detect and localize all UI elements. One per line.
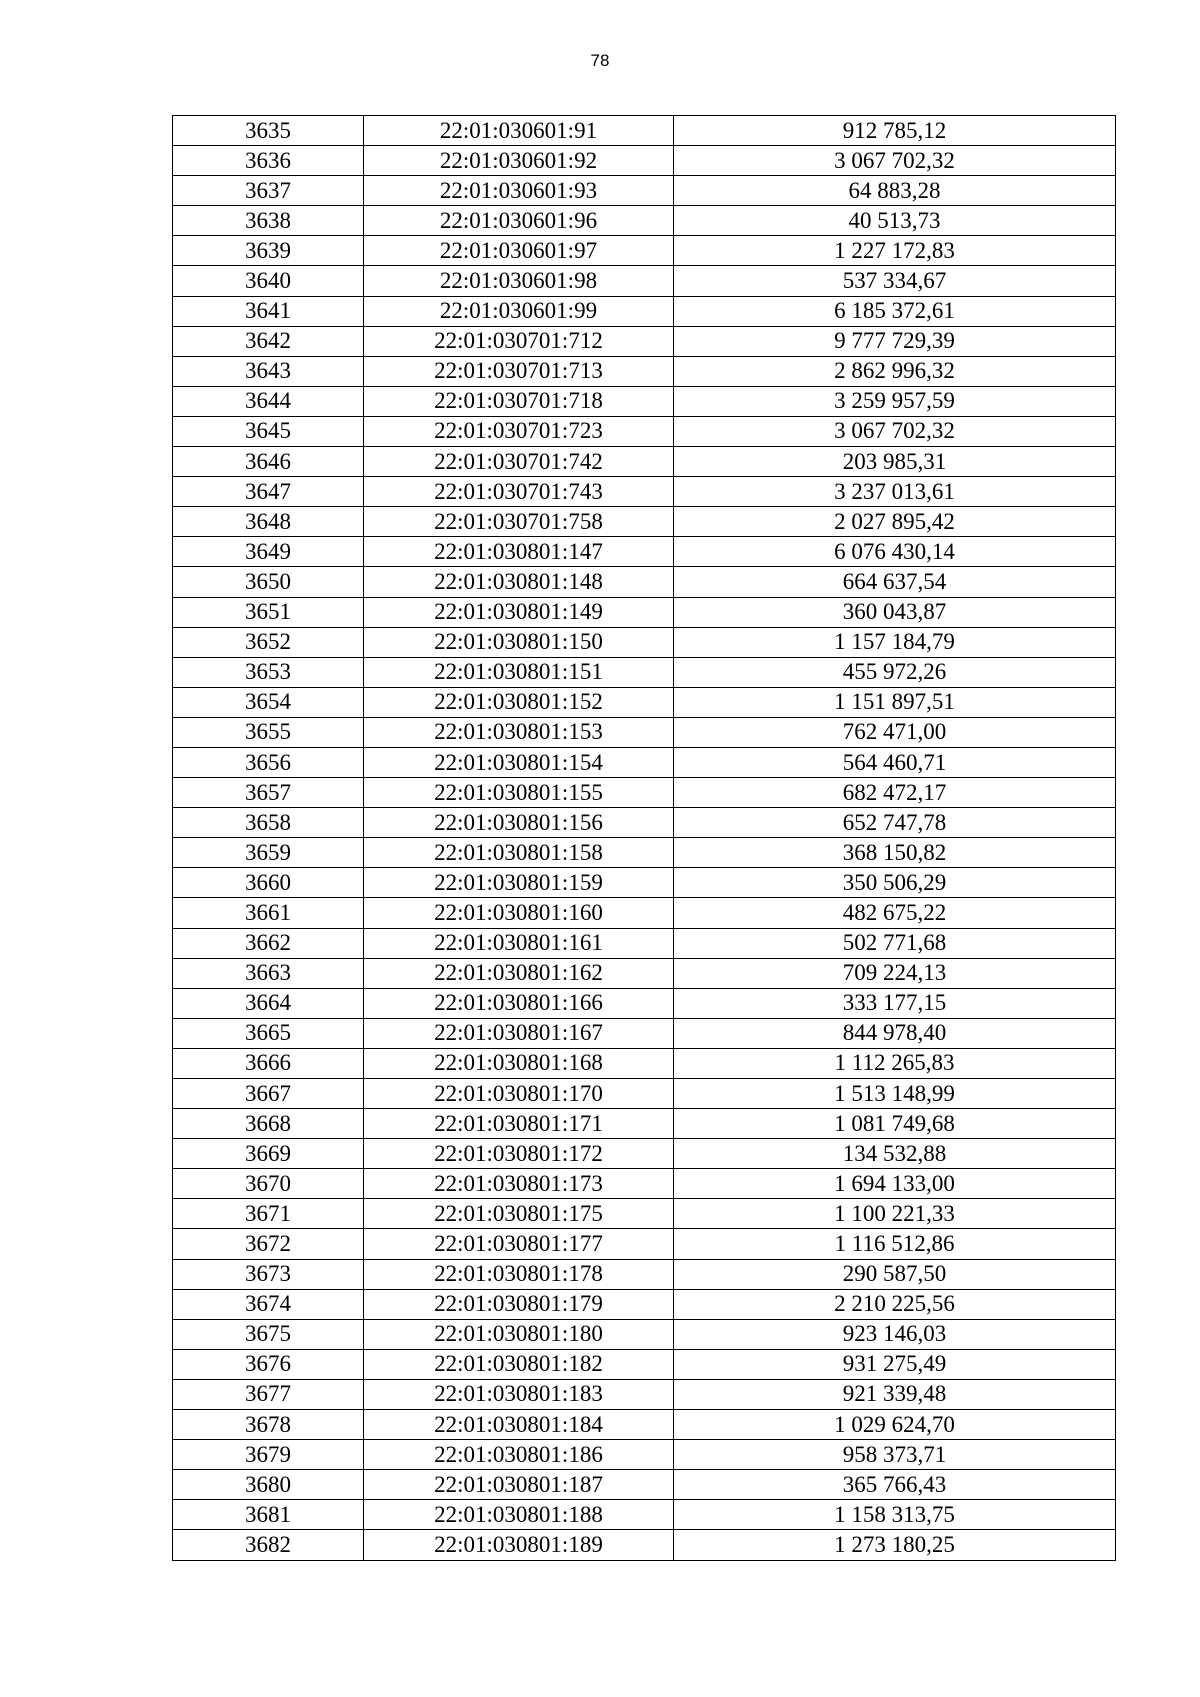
cadastral-value-cell: 1 151 897,51 xyxy=(674,687,1116,717)
table-row xyxy=(173,1319,1116,1349)
row-number-cell: 3676 xyxy=(173,1349,364,1379)
cadastral-number-cell: 22:01:030701:713 xyxy=(364,356,674,386)
table-row xyxy=(173,1018,1116,1048)
table-row xyxy=(173,1349,1116,1379)
cadastral-value-cell: 290 587,50 xyxy=(674,1259,1116,1289)
table-row xyxy=(173,447,1116,477)
row-number-cell: 3681 xyxy=(173,1500,364,1530)
row-number-cell: 3677 xyxy=(173,1379,364,1409)
cadastral-value-cell: 1 694 133,00 xyxy=(674,1169,1116,1199)
row-number-cell: 3638 xyxy=(173,206,364,236)
row-number-cell: 3656 xyxy=(173,747,364,777)
cadastral-value-cell: 2 210 225,56 xyxy=(674,1289,1116,1319)
cadastral-value-cell: 6 076 430,14 xyxy=(674,537,1116,567)
cadastral-number-cell: 22:01:030701:723 xyxy=(364,416,674,446)
cadastral-number-cell: 22:01:030801:173 xyxy=(364,1169,674,1199)
cadastral-number-cell: 22:01:030801:180 xyxy=(364,1319,674,1349)
cadastral-number-cell: 22:01:030801:162 xyxy=(364,958,674,988)
table-row xyxy=(173,1229,1116,1259)
cadastral-number-cell: 22:01:030801:189 xyxy=(364,1530,674,1560)
row-number-cell: 3682 xyxy=(173,1530,364,1560)
cadastral-number-cell: 22:01:030801:187 xyxy=(364,1470,674,1500)
table-row xyxy=(173,627,1116,657)
table-row xyxy=(173,597,1116,627)
table-row xyxy=(173,146,1116,176)
table-row xyxy=(173,1410,1116,1440)
row-number-cell: 3660 xyxy=(173,868,364,898)
table-row xyxy=(173,416,1116,446)
cadastral-number-cell: 22:01:030801:151 xyxy=(364,657,674,687)
table-row xyxy=(173,808,1116,838)
cadastral-number-cell: 22:01:030801:166 xyxy=(364,988,674,1018)
row-number-cell: 3639 xyxy=(173,236,364,266)
row-number-cell: 3654 xyxy=(173,687,364,717)
cadastral-number-cell: 22:01:030801:153 xyxy=(364,717,674,747)
cadastral-value-cell: 1 513 148,99 xyxy=(674,1079,1116,1109)
cadastral-number-cell: 22:01:030801:178 xyxy=(364,1259,674,1289)
table-row xyxy=(173,1530,1116,1560)
cadastral-number-cell: 22:01:030801:177 xyxy=(364,1229,674,1259)
row-number-cell: 3673 xyxy=(173,1259,364,1289)
table-row xyxy=(173,206,1116,236)
cadastral-value-cell: 958 373,71 xyxy=(674,1440,1116,1470)
table-row xyxy=(173,1440,1116,1470)
cadastral-value-cell: 350 506,29 xyxy=(674,868,1116,898)
cadastral-number-cell: 22:01:030801:184 xyxy=(364,1410,674,1440)
table-row xyxy=(173,266,1116,296)
cadastral-number-cell: 22:01:030801:172 xyxy=(364,1139,674,1169)
row-number-cell: 3668 xyxy=(173,1109,364,1139)
row-number-cell: 3640 xyxy=(173,266,364,296)
cadastral-value-cell: 9 777 729,39 xyxy=(674,326,1116,356)
table-row xyxy=(173,1048,1116,1078)
table-row xyxy=(173,868,1116,898)
row-number-cell: 3648 xyxy=(173,507,364,537)
cadastral-value-cell: 664 637,54 xyxy=(674,567,1116,597)
row-number-cell: 3650 xyxy=(173,567,364,597)
cadastral-value-cell: 368 150,82 xyxy=(674,838,1116,868)
cadastral-value-cell: 502 771,68 xyxy=(674,928,1116,958)
cadastral-value-cell: 1 227 172,83 xyxy=(674,236,1116,266)
table-row xyxy=(173,1139,1116,1169)
row-number-cell: 3652 xyxy=(173,627,364,657)
cadastral-value-cell: 64 883,28 xyxy=(674,176,1116,206)
row-number-cell: 3664 xyxy=(173,988,364,1018)
cadastral-number-cell: 22:01:030601:99 xyxy=(364,296,674,326)
cadastral-value-cell: 1 029 624,70 xyxy=(674,1410,1116,1440)
cadastral-number-cell: 22:01:030801:159 xyxy=(364,868,674,898)
table-row xyxy=(173,1470,1116,1500)
cadastral-number-cell: 22:01:030801:188 xyxy=(364,1500,674,1530)
row-number-cell: 3642 xyxy=(173,326,364,356)
cadastral-value-cell: 762 471,00 xyxy=(674,717,1116,747)
table-row xyxy=(173,657,1116,687)
cadastral-number-cell: 22:01:030601:97 xyxy=(364,236,674,266)
row-number-cell: 3675 xyxy=(173,1319,364,1349)
cadastral-value-cell: 1 157 184,79 xyxy=(674,627,1116,657)
page-number: 78 xyxy=(590,51,610,70)
cadastral-number-cell: 22:01:030701:742 xyxy=(364,447,674,477)
cadastral-value-cell: 365 766,43 xyxy=(674,1470,1116,1500)
row-number-cell: 3663 xyxy=(173,958,364,988)
table-row xyxy=(173,687,1116,717)
row-number-cell: 3665 xyxy=(173,1018,364,1048)
cadastral-value-cell: 1 081 749,68 xyxy=(674,1109,1116,1139)
cadastral-value-cell: 2 862 996,32 xyxy=(674,356,1116,386)
table-row xyxy=(173,386,1116,416)
table-row xyxy=(173,567,1116,597)
table-row xyxy=(173,1169,1116,1199)
row-number-cell: 3646 xyxy=(173,447,364,477)
cadastral-number-cell: 22:01:030801:161 xyxy=(364,928,674,958)
cadastral-number-cell: 22:01:030801:150 xyxy=(364,627,674,657)
cadastral-value-cell: 921 339,48 xyxy=(674,1379,1116,1409)
table-row xyxy=(173,1289,1116,1319)
row-number-cell: 3662 xyxy=(173,928,364,958)
row-number-cell: 3666 xyxy=(173,1048,364,1078)
cadastral-number-cell: 22:01:030801:167 xyxy=(364,1018,674,1048)
cadastral-number-cell: 22:01:030601:96 xyxy=(364,206,674,236)
cadastral-number-cell: 22:01:030801:148 xyxy=(364,567,674,597)
cadastral-number-cell: 22:01:030801:149 xyxy=(364,597,674,627)
cadastral-number-cell: 22:01:030701:743 xyxy=(364,477,674,507)
row-number-cell: 3637 xyxy=(173,176,364,206)
cadastral-value-cell: 564 460,71 xyxy=(674,747,1116,777)
table-row xyxy=(173,1079,1116,1109)
cadastral-value-cell: 203 985,31 xyxy=(674,447,1116,477)
cadastral-value-cell: 709 224,13 xyxy=(674,958,1116,988)
cadastral-number-cell: 22:01:030801:186 xyxy=(364,1440,674,1470)
table-row xyxy=(173,1379,1116,1409)
table-row xyxy=(173,1500,1116,1530)
cadastral-number-cell: 22:01:030801:168 xyxy=(364,1048,674,1078)
table-row xyxy=(173,176,1116,206)
row-number-cell: 3672 xyxy=(173,1229,364,1259)
cadastral-value-cell: 482 675,22 xyxy=(674,898,1116,928)
table-row xyxy=(173,236,1116,266)
table-row xyxy=(173,477,1116,507)
cadastral-number-cell: 22:01:030801:179 xyxy=(364,1289,674,1319)
cadastral-value-cell: 3 237 013,61 xyxy=(674,477,1116,507)
cadastral-value-cell: 360 043,87 xyxy=(674,597,1116,627)
cadastral-value-table xyxy=(172,115,1116,1561)
cadastral-value-cell: 3 067 702,32 xyxy=(674,146,1116,176)
row-number-cell: 3658 xyxy=(173,808,364,838)
cadastral-number-cell: 22:01:030701:758 xyxy=(364,507,674,537)
cadastral-value-cell: 3 259 957,59 xyxy=(674,386,1116,416)
table-row xyxy=(173,747,1116,777)
row-number-cell: 3655 xyxy=(173,717,364,747)
cadastral-number-cell: 22:01:030601:93 xyxy=(364,176,674,206)
cadastral-number-cell: 22:01:030801:175 xyxy=(364,1199,674,1229)
cadastral-value-cell: 134 532,88 xyxy=(674,1139,1116,1169)
row-number-cell: 3649 xyxy=(173,537,364,567)
cadastral-value-cell: 333 177,15 xyxy=(674,988,1116,1018)
row-number-cell: 3661 xyxy=(173,898,364,928)
cadastral-value-cell: 931 275,49 xyxy=(674,1349,1116,1379)
cadastral-number-cell: 22:01:030801:160 xyxy=(364,898,674,928)
cadastral-value-cell: 912 785,12 xyxy=(674,116,1116,146)
cadastral-value-cell: 923 146,03 xyxy=(674,1319,1116,1349)
cadastral-number-cell: 22:01:030801:171 xyxy=(364,1109,674,1139)
cadastral-number-cell: 22:01:030801:154 xyxy=(364,747,674,777)
cadastral-number-cell: 22:01:030801:155 xyxy=(364,778,674,808)
table-row xyxy=(173,1109,1116,1139)
row-number-cell: 3645 xyxy=(173,416,364,446)
cadastral-value-cell: 6 185 372,61 xyxy=(674,296,1116,326)
table-row xyxy=(173,928,1116,958)
row-number-cell: 3671 xyxy=(173,1199,364,1229)
table-row xyxy=(173,988,1116,1018)
table-row xyxy=(173,778,1116,808)
table-row xyxy=(173,537,1116,567)
row-number-cell: 3644 xyxy=(173,386,364,416)
row-number-cell: 3667 xyxy=(173,1079,364,1109)
table-row xyxy=(173,717,1116,747)
cadastral-value-cell: 2 027 895,42 xyxy=(674,507,1116,537)
cadastral-value-cell: 3 067 702,32 xyxy=(674,416,1116,446)
row-number-cell: 3670 xyxy=(173,1169,364,1199)
table-row xyxy=(173,296,1116,326)
row-number-cell: 3669 xyxy=(173,1139,364,1169)
row-number-cell: 3635 xyxy=(173,116,364,146)
row-number-cell: 3679 xyxy=(173,1440,364,1470)
table-body xyxy=(173,116,1116,1561)
cadastral-number-cell: 22:01:030801:147 xyxy=(364,537,674,567)
cadastral-value-cell: 1 112 265,83 xyxy=(674,1048,1116,1078)
row-number-cell: 3647 xyxy=(173,477,364,507)
table-row xyxy=(173,898,1116,928)
cadastral-number-cell: 22:01:030601:92 xyxy=(364,146,674,176)
table-row xyxy=(173,326,1116,356)
cadastral-value-cell: 682 472,17 xyxy=(674,778,1116,808)
table-row xyxy=(173,838,1116,868)
cadastral-value-cell: 652 747,78 xyxy=(674,808,1116,838)
cadastral-value-cell: 1 116 512,86 xyxy=(674,1229,1116,1259)
table-row xyxy=(173,356,1116,386)
row-number-cell: 3680 xyxy=(173,1470,364,1500)
cadastral-value-cell: 1 273 180,25 xyxy=(674,1530,1116,1560)
table-row xyxy=(173,116,1116,146)
row-number-cell: 3636 xyxy=(173,146,364,176)
row-number-cell: 3674 xyxy=(173,1289,364,1319)
cadastral-number-cell: 22:01:030601:91 xyxy=(364,116,674,146)
table-row xyxy=(173,1259,1116,1289)
table-row xyxy=(173,958,1116,988)
cadastral-number-cell: 22:01:030801:156 xyxy=(364,808,674,838)
cadastral-number-cell: 22:01:030701:712 xyxy=(364,326,674,356)
cadastral-number-cell: 22:01:030801:182 xyxy=(364,1349,674,1379)
cadastral-value-cell: 1 100 221,33 xyxy=(674,1199,1116,1229)
cadastral-value-cell: 844 978,40 xyxy=(674,1018,1116,1048)
cadastral-value-cell: 537 334,67 xyxy=(674,266,1116,296)
cadastral-number-cell: 22:01:030601:98 xyxy=(364,266,674,296)
row-number-cell: 3643 xyxy=(173,356,364,386)
row-number-cell: 3678 xyxy=(173,1410,364,1440)
row-number-cell: 3657 xyxy=(173,778,364,808)
cadastral-number-cell: 22:01:030801:183 xyxy=(364,1379,674,1409)
cadastral-number-cell: 22:01:030801:152 xyxy=(364,687,674,717)
cadastral-value-cell: 1 158 313,75 xyxy=(674,1500,1116,1530)
cadastral-number-cell: 22:01:030701:718 xyxy=(364,386,674,416)
row-number-cell: 3653 xyxy=(173,657,364,687)
table-row xyxy=(173,507,1116,537)
table-row xyxy=(173,1199,1116,1229)
cadastral-value-cell: 455 972,26 xyxy=(674,657,1116,687)
cadastral-number-cell: 22:01:030801:158 xyxy=(364,838,674,868)
row-number-cell: 3651 xyxy=(173,597,364,627)
cadastral-value-cell: 40 513,73 xyxy=(674,206,1116,236)
cadastral-number-cell: 22:01:030801:170 xyxy=(364,1079,674,1109)
row-number-cell: 3641 xyxy=(173,296,364,326)
row-number-cell: 3659 xyxy=(173,838,364,868)
